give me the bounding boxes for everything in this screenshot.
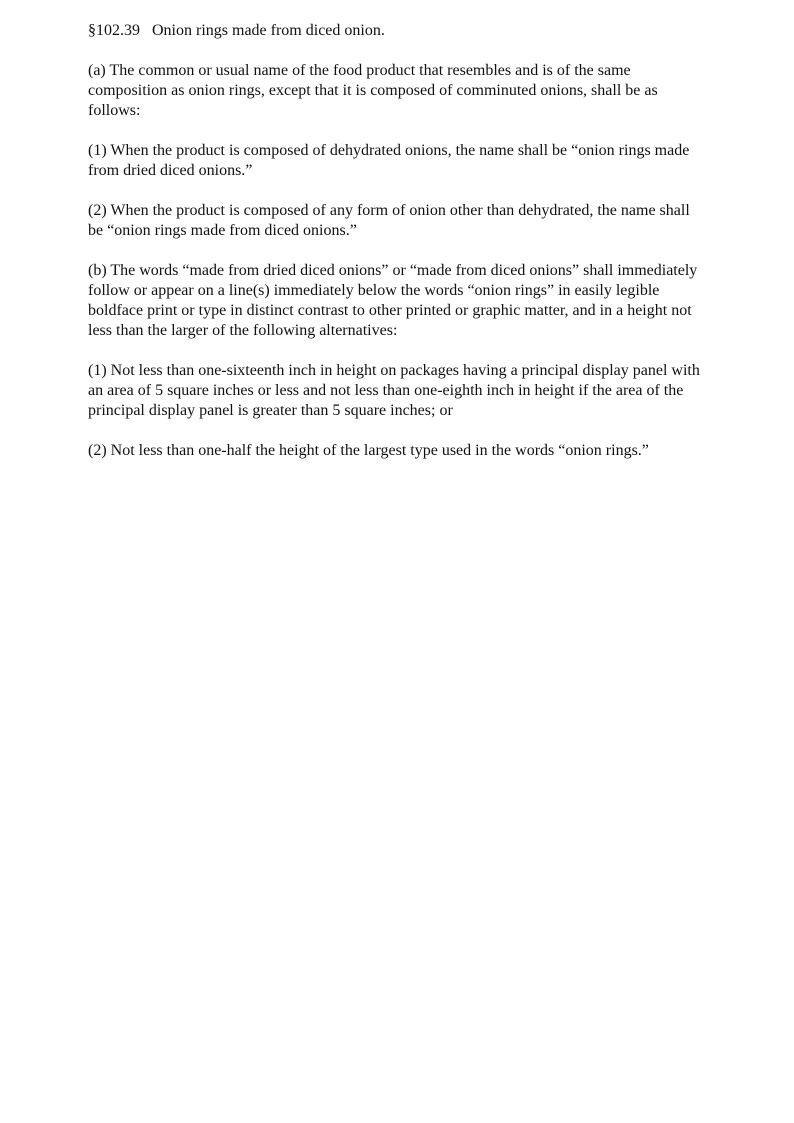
paragraph-a-1: (1) When the product is composed of dehydrated onions, the name shall be “onion rings made from dried diced onions.”: [88, 142, 690, 179]
section-heading: §102.39 Onion rings made from diced onion.: [88, 22, 385, 39]
paragraph-b-2: (2) Not less than one-half the height of the largest type used in the words “onion rings.”: [88, 442, 649, 459]
paragraph-b-1: (1) Not less than one-sixteenth inch in height on packages having a principal display panel with an area of 5 square inches or less and not less than one-eighth inch in height if the area of the principal display panel is greater than 5 square inches; or: [88, 362, 700, 419]
document-page: [88, 21, 708, 481]
paragraph-a: (a) The common or usual name of the food product that resembles and is of the same composition as onion rings, except that it is composed of comminuted onions, shall be as follows:: [88, 62, 658, 119]
paragraph-a-2: (2) When the product is composed of any form of onion other than dehydrated, the name shall be “onion rings made from diced onions.”: [88, 202, 690, 239]
paragraph-b: (b) The words “made from dried diced onions” or “made from diced onions” shall immediately follow or appear on a line(s) immediately below the words “onion rings” in easily legible boldface print or type in distinct contrast to other printed or graphic matter, and in a height not less than the larger of the following alternatives:: [88, 262, 698, 339]
